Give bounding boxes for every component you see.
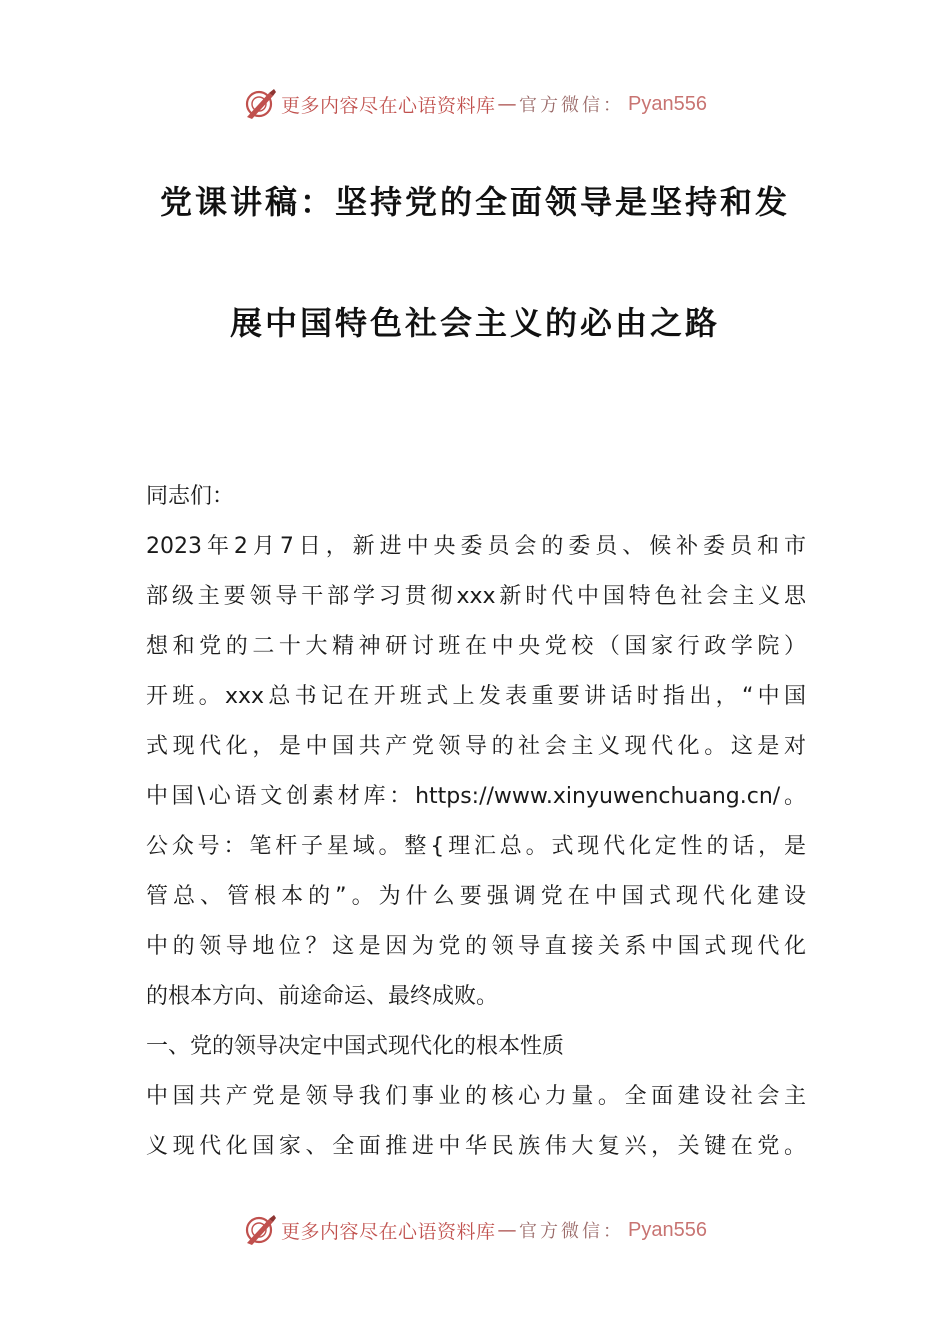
salutation: 同志们： xyxy=(146,484,235,509)
banner-wechat-id: Pyan556 xyxy=(628,1218,707,1241)
paragraph-line: 中的领导地位？这是因为党的领导直接关系中国式现代化 xyxy=(146,934,806,959)
header-banner xyxy=(0,84,950,124)
banner-brand: 更多内容尽在心语资料库 xyxy=(281,1220,496,1243)
banner-brand: 更多内容尽在心语资料库 xyxy=(281,94,496,117)
section-heading: 一、党的领导决定中国式现代化的根本性质 xyxy=(146,1034,565,1059)
paragraph-line: 开班。xxx总书记在开班式上发表重要讲话时指出，“中国 xyxy=(146,684,806,709)
paragraph-line: 想和党的二十大精神研讨班在中央党校（国家行政学院） xyxy=(146,634,806,659)
banner-wechat-id: Pyan556 xyxy=(628,92,707,115)
banner-official-label: 官方微信： xyxy=(519,95,625,116)
paragraph-line: 的根本方向、前途命运、最终成败。 xyxy=(146,984,499,1009)
banner-dash: — xyxy=(497,1219,518,1241)
document-title-line-2: 展中国特色社会主义的必由之路 xyxy=(229,304,720,342)
pen-logo-icon xyxy=(243,87,277,121)
paragraph-line: 义现代化国家、全面推进中华民族伟大复兴，关键在党。 xyxy=(146,1134,806,1159)
banner-dash: — xyxy=(497,93,518,115)
document-title-line-1: 党课讲稿：坚持党的全面领导是坚持和发 xyxy=(159,183,790,221)
paragraph-line: 2023年2月7日，新进中央委员会的委员、候补委员和市 xyxy=(146,534,806,559)
banner-official-label: 官方微信： xyxy=(519,1221,625,1242)
paragraph-line: 中国\心语文创素材库：https://www.xinyuwenchuang.cn/。 xyxy=(146,784,806,809)
pen-logo-icon xyxy=(243,1213,277,1247)
paragraph-line: 式现代化，是中国共产党领导的社会主义现代化。这是对 xyxy=(146,734,806,759)
paragraph-line: 公众号：笔杆子星域。整{理汇总。式现代化定性的话，是 xyxy=(146,834,806,859)
paragraph-line: 部级主要领导干部学习贯彻xxx新时代中国特色社会主义思 xyxy=(146,584,806,609)
paragraph-line: 管总、管根本的”。为什么要强调党在中国式现代化建设 xyxy=(146,884,806,909)
paragraph-line: 中国共产党是领导我们事业的核心力量。全面建设社会主 xyxy=(146,1084,806,1109)
footer-banner xyxy=(0,1210,950,1250)
